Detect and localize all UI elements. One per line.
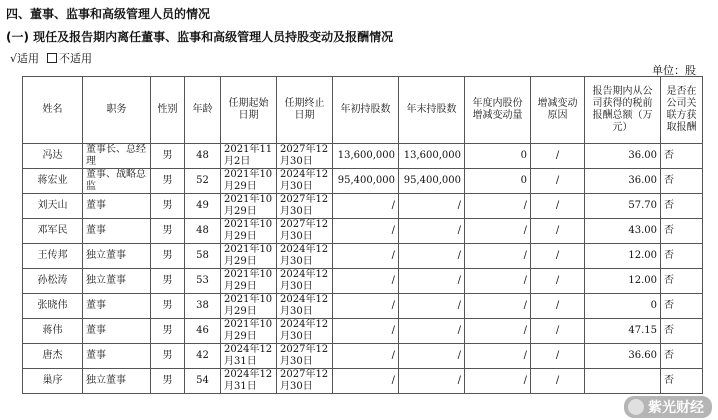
- cell-position: 董事: [83, 344, 151, 369]
- checkbox-icon: [47, 53, 57, 63]
- table-row: [23, 369, 703, 394]
- cell-term-end: 2027年12月30日: [277, 344, 333, 369]
- cell-shares-begin: /: [333, 269, 399, 294]
- cell-name: 张晓伟: [23, 294, 83, 319]
- unit-label: 单位：股: [652, 64, 696, 77]
- cell-change-reason: /: [531, 219, 585, 244]
- cell-compensation: 36.00: [585, 169, 661, 194]
- cell-term-end: 2027年12月30日: [277, 219, 333, 244]
- table-row: [23, 194, 703, 219]
- cell-share-change: /: [465, 244, 531, 269]
- cell-shares-end: /: [399, 244, 465, 269]
- column-header-share-change: 年度内股份增减变动量: [465, 77, 531, 144]
- column-header-shares-end: 年末持股数: [399, 77, 465, 144]
- not-applicable-option: 不适用: [59, 52, 93, 65]
- cell-gender: 男: [151, 169, 185, 194]
- cell-term-start: 2021年10月29日: [221, 294, 277, 319]
- cell-age: 48: [185, 144, 221, 169]
- cell-term-end: 2027年12月30日: [277, 194, 333, 219]
- table-row: [23, 219, 703, 244]
- cell-shares-begin: /: [333, 244, 399, 269]
- cell-shares-end: 95,400,000: [399, 169, 465, 194]
- cell-name: 唐杰: [23, 344, 83, 369]
- table-body: [23, 144, 703, 394]
- cell-term-end: 2024年12月30日: [277, 269, 333, 294]
- cell-gender: 男: [151, 219, 185, 244]
- cell-change-reason: /: [531, 169, 585, 194]
- cell-age: 48: [185, 219, 221, 244]
- shareholding-table: [22, 76, 703, 394]
- cell-age: 53: [185, 269, 221, 294]
- cell-shares-end: /: [399, 269, 465, 294]
- cell-shares-end: /: [399, 319, 465, 344]
- cell-shares-begin: 95,400,000: [333, 169, 399, 194]
- column-header-change-reason: 增减变动原因: [531, 77, 585, 144]
- cell-shares-begin: /: [333, 319, 399, 344]
- cell-share-change: 0: [465, 169, 531, 194]
- cell-compensation: 36.00: [585, 144, 661, 169]
- cell-term-end: 2024年12月30日: [277, 319, 333, 344]
- cell-shares-begin: /: [333, 369, 399, 394]
- cell-position: 独立董事: [83, 269, 151, 294]
- watermark-logo-icon: [628, 399, 644, 415]
- cell-term-end: 2027年12月30日: [277, 369, 333, 394]
- cell-share-change: /: [465, 369, 531, 394]
- applicability-options: [10, 50, 92, 66]
- table-row: [23, 144, 703, 169]
- cell-share-change: /: [465, 319, 531, 344]
- cell-name: 王传邦: [23, 244, 83, 269]
- cell-gender: 男: [151, 344, 185, 369]
- cell-related-party-pay: 否: [661, 294, 703, 319]
- column-header-position: 职务: [83, 77, 151, 144]
- table-row: [23, 344, 703, 369]
- cell-age: 46: [185, 319, 221, 344]
- cell-compensation: [585, 369, 661, 394]
- cell-term-start: 2024年12月31日: [221, 369, 277, 394]
- column-header-name: 姓名: [23, 77, 83, 144]
- cell-position: 董事长、总经理: [83, 144, 151, 169]
- cell-shares-end: /: [399, 194, 465, 219]
- cell-compensation: 57.70: [585, 194, 661, 219]
- cell-compensation: 12.00: [585, 244, 661, 269]
- column-header-age: 年龄: [185, 77, 221, 144]
- cell-position: 董事: [83, 194, 151, 219]
- cell-term-start: 2021年10月29日: [221, 169, 277, 194]
- applicable-option: √适用: [10, 52, 40, 65]
- cell-term-start: 2021年10月29日: [221, 219, 277, 244]
- watermark-text: 紫光财经: [648, 400, 704, 416]
- cell-term-start: 2024年12月31日: [221, 344, 277, 369]
- cell-change-reason: /: [531, 144, 585, 169]
- cell-term-start: 2021年10月29日: [221, 244, 277, 269]
- cell-related-party-pay: 否: [661, 269, 703, 294]
- column-header-term-end: 任期终止日期: [277, 77, 333, 144]
- cell-term-start: 2021年10月29日: [221, 194, 277, 219]
- cell-gender: 男: [151, 294, 185, 319]
- cell-gender: 男: [151, 244, 185, 269]
- cell-change-reason: /: [531, 294, 585, 319]
- cell-age: 54: [185, 369, 221, 394]
- watermark: [624, 396, 712, 418]
- cell-age: 42: [185, 344, 221, 369]
- cell-shares-begin: 13,600,000: [333, 144, 399, 169]
- cell-shares-end: /: [399, 219, 465, 244]
- table-row: [23, 169, 703, 194]
- cell-shares-begin: /: [333, 344, 399, 369]
- cell-name: 刘天山: [23, 194, 83, 219]
- cell-related-party-pay: 否: [661, 144, 703, 169]
- table-row: [23, 269, 703, 294]
- cell-name: 巢序: [23, 369, 83, 394]
- cell-related-party-pay: 否: [661, 219, 703, 244]
- cell-related-party-pay: 否: [661, 319, 703, 344]
- cell-gender: 男: [151, 144, 185, 169]
- cell-term-end: 2027年12月30日: [277, 144, 333, 169]
- cell-position: 独立董事: [83, 369, 151, 394]
- cell-age: 38: [185, 294, 221, 319]
- cell-share-change: /: [465, 294, 531, 319]
- cell-compensation: 47.15: [585, 319, 661, 344]
- cell-change-reason: /: [531, 269, 585, 294]
- section-title: 四、董事、监事和高级管理人员的情况: [6, 7, 211, 21]
- cell-term-start: 2021年10月29日: [221, 269, 277, 294]
- cell-term-start: 2021年10月29日: [221, 319, 277, 344]
- column-header-gender: 性别: [151, 77, 185, 144]
- column-header-related-party-pay: 是否在公司关联方获取报酬: [661, 77, 703, 144]
- table-row: [23, 294, 703, 319]
- column-header-shares-begin: 年初持股数: [333, 77, 399, 144]
- cell-related-party-pay: 否: [661, 194, 703, 219]
- cell-change-reason: /: [531, 194, 585, 219]
- table-row: [23, 244, 703, 269]
- cell-position: 董事: [83, 319, 151, 344]
- cell-shares-end: /: [399, 294, 465, 319]
- cell-change-reason: /: [531, 344, 585, 369]
- cell-age: 49: [185, 194, 221, 219]
- cell-term-end: 2024年12月30日: [277, 169, 333, 194]
- cell-position: 董事: [83, 294, 151, 319]
- cell-related-party-pay: 否: [661, 244, 703, 269]
- cell-compensation: 12.00: [585, 269, 661, 294]
- cell-age: 52: [185, 169, 221, 194]
- cell-name: 蒋伟: [23, 319, 83, 344]
- cell-gender: 男: [151, 319, 185, 344]
- cell-share-change: /: [465, 269, 531, 294]
- cell-compensation: 36.60: [585, 344, 661, 369]
- cell-name: 孙松涛: [23, 269, 83, 294]
- cell-term-end: 2024年12月30日: [277, 244, 333, 269]
- cell-shares-begin: /: [333, 294, 399, 319]
- cell-term-start: 2021年11月2日: [221, 144, 277, 169]
- cell-term-end: 2024年12月30日: [277, 294, 333, 319]
- cell-shares-begin: /: [333, 194, 399, 219]
- cell-share-change: /: [465, 219, 531, 244]
- cell-share-change: /: [465, 194, 531, 219]
- cell-change-reason: /: [531, 319, 585, 344]
- cell-shares-end: /: [399, 369, 465, 394]
- cell-position: 董事: [83, 219, 151, 244]
- cell-share-change: 0: [465, 144, 531, 169]
- cell-change-reason: /: [531, 369, 585, 394]
- cell-name: 邓军民: [23, 219, 83, 244]
- cell-related-party-pay: 否: [661, 169, 703, 194]
- cell-shares-begin: /: [333, 219, 399, 244]
- cell-gender: 男: [151, 369, 185, 394]
- cell-related-party-pay: 否: [661, 369, 703, 394]
- cell-related-party-pay: 否: [661, 344, 703, 369]
- cell-share-change: /: [465, 344, 531, 369]
- cell-gender: 男: [151, 269, 185, 294]
- cell-compensation: 43.00: [585, 219, 661, 244]
- cell-shares-end: 13,600,000: [399, 144, 465, 169]
- cell-change-reason: /: [531, 244, 585, 269]
- cell-age: 58: [185, 244, 221, 269]
- cell-compensation: 0: [585, 294, 661, 319]
- table-row: [23, 319, 703, 344]
- table-header-row: [23, 77, 703, 144]
- column-header-term-start: 任期起始日期: [221, 77, 277, 144]
- cell-name: 蒋宏业: [23, 169, 83, 194]
- cell-position: 董事、战略总监: [83, 169, 151, 194]
- column-header-compensation: 报告期内从公司获得的税前报酬总额（万元）: [585, 77, 661, 144]
- cell-shares-end: /: [399, 344, 465, 369]
- cell-name: 冯达: [23, 144, 83, 169]
- subsection-title: (一) 现任及报告期内离任董事、监事和高级管理人员持股变动及报酬情况: [6, 30, 394, 44]
- cell-position: 独立董事: [83, 244, 151, 269]
- cell-gender: 男: [151, 194, 185, 219]
